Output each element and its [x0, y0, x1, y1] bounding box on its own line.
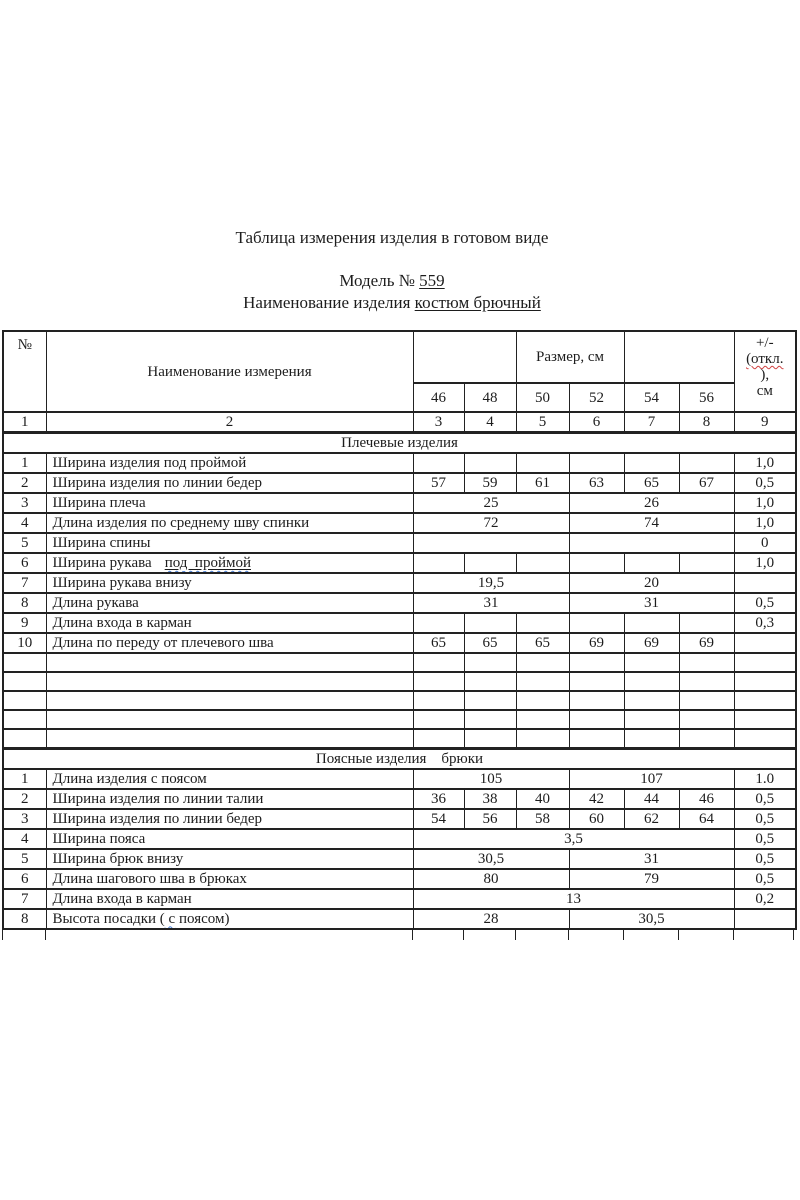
product-label: Наименование изделия: [243, 293, 411, 312]
tolerance-line-2: (откл.: [746, 351, 784, 367]
tolerance-cell: 1,0: [734, 453, 796, 473]
clipped-next-row-ticks: [2, 930, 796, 944]
table-row: [3, 849, 796, 869]
value-cell: [464, 553, 516, 573]
value-cell: 46: [679, 789, 734, 809]
value-cell: 105: [413, 769, 569, 789]
table-row: [3, 889, 796, 909]
tolerance-cell: 0,5: [734, 829, 796, 849]
empty-row: [3, 710, 796, 729]
value-cell: [516, 613, 569, 633]
value-cell: 59: [464, 473, 516, 493]
row-number-cell: 4: [3, 513, 46, 533]
measurement-name-cell: [46, 909, 413, 929]
value-cell: 69: [679, 633, 734, 653]
header-row-1: [3, 331, 796, 383]
measurement-name-cell: Длина входа в карман: [46, 889, 413, 909]
measurement-name-cell: Ширина спины: [46, 533, 413, 553]
empty-row: [3, 691, 796, 710]
value-cell: 38: [464, 789, 516, 809]
row-number-cell: 3: [3, 493, 46, 513]
col-number: 7: [624, 412, 679, 433]
tolerance-cell: 0,5: [734, 473, 796, 493]
empty-row: [3, 729, 796, 748]
table-row: [3, 829, 796, 849]
value-cell: 63: [569, 473, 624, 493]
measurement-name-cell: Длина входа в карман: [46, 613, 413, 633]
col-number: 4: [464, 412, 516, 433]
size-header: 46: [413, 383, 464, 412]
measurement-name-cell: Ширина изделия по линии бедер: [46, 473, 413, 493]
value-cell: 72: [413, 513, 569, 533]
row-number-cell: 6: [3, 869, 46, 889]
measurement-table: [2, 330, 797, 930]
value-cell: 31: [413, 593, 569, 613]
value-cell: 69: [624, 633, 679, 653]
section-title: Плечевые изделия: [3, 433, 796, 454]
tolerance-cell: 0: [734, 533, 796, 553]
value-cell: 31: [569, 849, 734, 869]
value-cell: [624, 453, 679, 473]
value-cell: 61: [516, 473, 569, 493]
tolerance-cell: 1,0: [734, 513, 796, 533]
value-cell: 56: [464, 809, 516, 829]
table-row: [3, 789, 796, 809]
row-number-cell: 7: [3, 889, 46, 909]
tolerance-cell: 1.0: [734, 769, 796, 789]
col-number: 6: [569, 412, 624, 433]
row-number-cell: 2: [3, 789, 46, 809]
row-number-cell: 7: [3, 573, 46, 593]
measurement-name-grammar-marked: с: [164, 910, 176, 927]
table-row: [3, 593, 796, 613]
table-row: [3, 769, 796, 789]
measurement-name-cell: Ширина брюк внизу: [46, 849, 413, 869]
product-line: [0, 293, 784, 313]
value-cell: [413, 533, 569, 553]
row-number-cell: 2: [3, 473, 46, 493]
empty-row: [3, 653, 796, 672]
measurement-name-prefix: Высота посадки (: [52, 910, 165, 927]
value-cell: [624, 613, 679, 633]
column-numbering-row: [3, 412, 796, 433]
row-number-cell: 10: [3, 633, 46, 653]
tolerance-line-4: см: [756, 383, 773, 399]
value-cell: [624, 553, 679, 573]
size-header: 54: [624, 383, 679, 412]
value-cell: 65: [624, 473, 679, 493]
value-cell: 65: [464, 633, 516, 653]
value-cell: 69: [569, 633, 624, 653]
model-label: Модель №: [339, 271, 415, 290]
col-header-measurement: Наименование измерения: [46, 331, 413, 412]
size-header: 50: [516, 383, 569, 412]
value-cell: 60: [569, 809, 624, 829]
size-group-cell-left: [413, 331, 516, 383]
table-row: [3, 633, 796, 653]
value-cell: [413, 453, 464, 473]
value-cell: 54: [413, 809, 464, 829]
value-cell: 26: [569, 493, 734, 513]
value-cell: [516, 553, 569, 573]
value-cell: 44: [624, 789, 679, 809]
value-cell: [569, 613, 624, 633]
measurement-name-cell: Ширина изделия по линии бедер: [46, 809, 413, 829]
value-cell: 74: [569, 513, 734, 533]
measurement-name-cell: Ширина изделия под проймой: [46, 453, 413, 473]
measurement-name-suffix: поясом): [175, 910, 230, 927]
section-title: Поясные изделия брюки: [3, 748, 796, 769]
value-cell: 30,5: [569, 909, 734, 929]
row-number-cell: 1: [3, 769, 46, 789]
model-line: [0, 271, 784, 291]
table-row: [3, 493, 796, 513]
tolerance-cell: 0,5: [734, 809, 796, 829]
measurement-name-cell: Ширина изделия по линии талии: [46, 789, 413, 809]
value-cell: 36: [413, 789, 464, 809]
value-cell: 57: [413, 473, 464, 493]
col-header-tolerance: [734, 331, 796, 412]
measurement-name-cell: Длина изделия с поясом: [46, 769, 413, 789]
value-cell: 58: [516, 809, 569, 829]
value-cell: [569, 553, 624, 573]
value-cell: 65: [516, 633, 569, 653]
value-cell: [679, 613, 734, 633]
size-header: 48: [464, 383, 516, 412]
size-group-cell-right: [624, 331, 734, 383]
value-cell: [464, 453, 516, 473]
product-name: костюм брючный: [414, 293, 541, 312]
measurement-name-cell: [46, 553, 413, 573]
section-header-shoulder: [3, 433, 796, 454]
row-number-cell: 5: [3, 849, 46, 869]
col-number: 5: [516, 412, 569, 433]
col-number: 9: [734, 412, 796, 433]
col-number: 8: [679, 412, 734, 433]
value-cell: [569, 453, 624, 473]
size-header: 56: [679, 383, 734, 412]
value-cell: 40: [516, 789, 569, 809]
value-cell: [464, 613, 516, 633]
tolerance-cell: 0,5: [734, 789, 796, 809]
tolerance-cell: 1,0: [734, 493, 796, 513]
measurement-name-cell: Длина рукава: [46, 593, 413, 613]
tolerance-cell: [734, 633, 796, 653]
value-cell: 30,5: [413, 849, 569, 869]
table-row: [3, 553, 796, 573]
value-cell: [679, 553, 734, 573]
measurement-table-wrapper: [2, 330, 796, 944]
measurement-name-underlined: под проймой: [164, 555, 251, 571]
table-row: [3, 453, 796, 473]
value-cell: 62: [624, 809, 679, 829]
value-cell: [413, 613, 464, 633]
section-header-waist: [3, 748, 796, 769]
value-cell: 64: [679, 809, 734, 829]
measurement-name-cell: Ширина рукава внизу: [46, 573, 413, 593]
table-row: [3, 533, 796, 553]
tolerance-line-1: +/-: [755, 335, 774, 351]
value-cell: 28: [413, 909, 569, 929]
row-number-cell: 4: [3, 829, 46, 849]
table-row: [3, 809, 796, 829]
model-number: 559: [419, 271, 445, 290]
tolerance-cell: 0,2: [734, 889, 796, 909]
measurement-name-cell: Длина по переду от плечевого шва: [46, 633, 413, 653]
value-cell: [516, 453, 569, 473]
value-cell: 67: [679, 473, 734, 493]
table-row: [3, 473, 796, 493]
table-row: [3, 613, 796, 633]
col-number: 2: [46, 412, 413, 433]
tolerance-cell: 1,0: [734, 553, 796, 573]
row-number-cell: 8: [3, 909, 46, 929]
row-number-cell: 6: [3, 553, 46, 573]
tolerance-cell: 0,5: [734, 869, 796, 889]
tolerance-line-3: ),: [760, 367, 770, 383]
tolerance-cell: 0,5: [734, 593, 796, 613]
value-cell: 42: [569, 789, 624, 809]
value-cell: 80: [413, 869, 569, 889]
table-row: [3, 513, 796, 533]
value-cell: 3,5: [413, 829, 734, 849]
table-row: [3, 909, 796, 929]
measurement-name-cell: Ширина пояса: [46, 829, 413, 849]
value-cell: 107: [569, 769, 734, 789]
empty-row: [3, 672, 796, 691]
measurement-name-cell: Длина шагового шва в брюках: [46, 869, 413, 889]
value-cell: [413, 553, 464, 573]
col-number: 3: [413, 412, 464, 433]
col-header-num: №: [3, 331, 46, 412]
measurement-name-cell: Длина изделия по среднему шву спинки: [46, 513, 413, 533]
row-number-cell: 9: [3, 613, 46, 633]
value-cell: 20: [569, 573, 734, 593]
col-number: 1: [3, 412, 46, 433]
tolerance-cell: [734, 909, 796, 929]
row-number-cell: 5: [3, 533, 46, 553]
tolerance-cell: 0,5: [734, 849, 796, 869]
value-cell: 31: [569, 593, 734, 613]
row-number-cell: 1: [3, 453, 46, 473]
measurement-name-cell: Ширина плеча: [46, 493, 413, 513]
value-cell: 19,5: [413, 573, 569, 593]
row-number-cell: 8: [3, 593, 46, 613]
measurement-name-prefix: Ширина рукава: [52, 555, 152, 571]
tolerance-cell: 0,3: [734, 613, 796, 633]
row-number-cell: 3: [3, 809, 46, 829]
size-header: 52: [569, 383, 624, 412]
value-cell: [679, 453, 734, 473]
value-cell: [569, 533, 734, 553]
value-cell: 65: [413, 633, 464, 653]
table-row: [3, 573, 796, 593]
size-group-label: Размер, см: [516, 331, 624, 383]
value-cell: 25: [413, 493, 569, 513]
value-cell: 13: [413, 889, 734, 909]
value-cell: 79: [569, 869, 734, 889]
doc-title: Таблица измерения изделия в готовом виде: [235, 228, 549, 247]
tolerance-cell: [734, 573, 796, 593]
table-row: [3, 869, 796, 889]
